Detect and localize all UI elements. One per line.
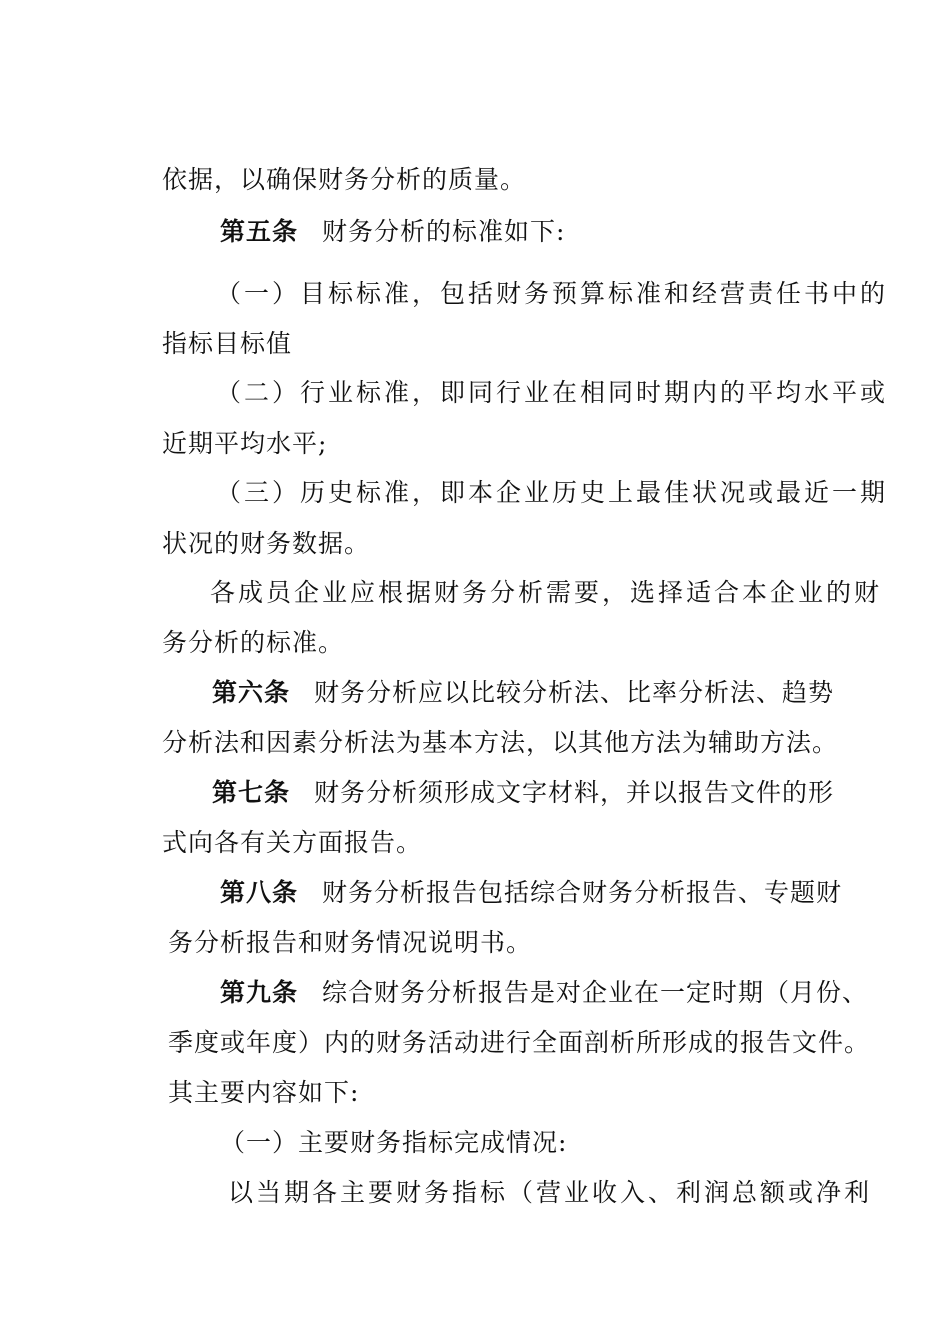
text-line: 以当期各主要财务指标（营业收入、利润总额或净利 (228, 1178, 873, 1207)
text-line: 务分析报告和财务情况说明书。 (168, 928, 533, 957)
text-line: 财务分析须形成文字材料，并以报告文件的形 (314, 778, 835, 807)
article-paragraph (212, 776, 834, 810)
text-line: 状况的财务数据。 (162, 529, 371, 558)
text-line: 依据，以确保财务分析的质量。 (162, 165, 527, 194)
text-line: 财务分析应以比较分析法、比率分析法、趋势 (314, 678, 835, 707)
article-heading: 第九条 (220, 978, 299, 1007)
text-line: 其主要内容如下: (168, 1078, 360, 1107)
text-line: （三）历史标准，即本企业历史上最佳状况或最近一期 (216, 478, 889, 507)
text-line: 财务分析报告包括综合财务分析报告、专题财 (322, 878, 843, 907)
text-line: （二）行业标准，即同行业在相同时期内的平均水平或 (216, 378, 889, 407)
article-paragraph (220, 976, 868, 1010)
text-line: 季度或年度）内的财务活动进行全面剖析所形成的报告文件。 (168, 1028, 871, 1057)
text-line: 分析法和因素分析法为基本方法，以其他方法为辅助方法。 (162, 728, 839, 757)
article-heading: 第七条 (212, 778, 291, 807)
article-heading: 第六条 (212, 678, 291, 707)
article-paragraph (220, 876, 842, 910)
text-line: （一）目标标准，包括财务预算标准和经营责任书中的 (216, 279, 889, 308)
text-line: 近期平均水平; (162, 429, 328, 458)
article-heading: 第八条 (220, 878, 299, 907)
article-paragraph (220, 215, 565, 249)
article-paragraph (212, 676, 834, 710)
text-line: 各成员企业应根据财务分析需要，选择适合本企业的财 (210, 578, 883, 607)
text-line: 指标目标值 (162, 329, 293, 358)
text-line: 财务分析的标准如下: (322, 217, 566, 246)
text-line: 式向各有关方面报告。 (162, 828, 423, 857)
text-line: 务分析的标准。 (162, 628, 345, 657)
text-line: 综合财务分析报告是对企业在一定时期（月份、 (322, 978, 869, 1007)
article-heading: 第五条 (220, 217, 299, 246)
text-line: （一）主要财务指标完成情况: (220, 1128, 568, 1157)
